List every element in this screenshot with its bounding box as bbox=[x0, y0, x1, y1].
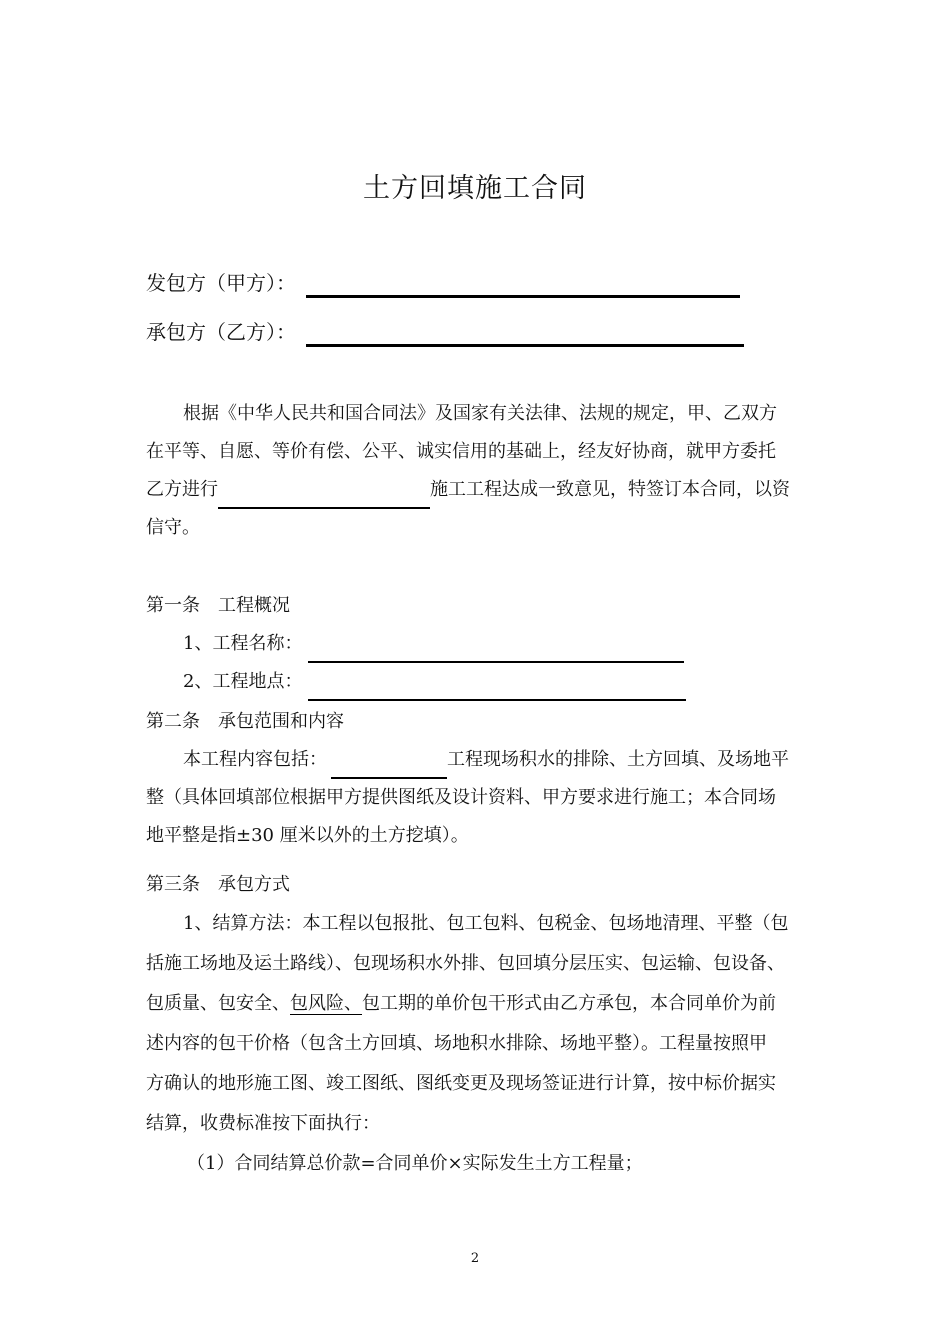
article-1-item-2 bbox=[146, 663, 808, 701]
project-name-blank bbox=[308, 637, 684, 663]
project-name-label: 1、工程名称： bbox=[183, 633, 303, 654]
preamble-paragraph bbox=[146, 395, 808, 547]
article-3-text: 包质量、包安全、 bbox=[146, 993, 290, 1014]
article-3-line: 括施工场地及运土路线）、包现场积水外排、包回填分层压实、包运输、包设备、 bbox=[146, 953, 785, 974]
party-b-line bbox=[146, 317, 744, 347]
preamble-text: 乙方进行 bbox=[146, 479, 218, 500]
party-b-blank bbox=[306, 322, 744, 347]
article-3-heading: 第三条 承包方式 bbox=[146, 874, 290, 895]
article-3-line: （1）合同结算总价款=合同单价×实际发生土方工程量； bbox=[187, 1153, 643, 1174]
article-1 bbox=[146, 587, 808, 701]
party-a-blank bbox=[306, 273, 740, 298]
article-2-line: 整（具体回填部位根据甲方提供图纸及设计资料、甲方要求进行施工；本合同场 bbox=[146, 787, 776, 808]
article-2-text: 本工程内容包括： bbox=[183, 749, 327, 770]
article-3 bbox=[146, 866, 808, 1184]
article-2-line: 地平整是指±30 厘米以外的土方挖填）。 bbox=[146, 825, 469, 846]
article-2 bbox=[146, 703, 808, 855]
project-location-label: 2、工程地点： bbox=[183, 671, 303, 692]
page-number: 2 bbox=[470, 1251, 480, 1266]
document-title: 土方回填施工合同 bbox=[363, 173, 587, 204]
party-a-line bbox=[146, 268, 740, 298]
preamble-line: 信守。 bbox=[146, 517, 200, 538]
article-3-line bbox=[146, 984, 808, 1024]
article-1-heading: 第一条 工程概况 bbox=[146, 595, 290, 616]
project-blank bbox=[218, 483, 430, 509]
preamble-text: 施工工程达成一致意见，特签订本合同，以资 bbox=[430, 479, 790, 500]
article-1-item-1 bbox=[146, 625, 808, 663]
preamble-line: 根据《中华人民共和国合同法》及国家有关法律、法规的规定，甲、乙双方 bbox=[183, 403, 777, 424]
preamble-line bbox=[146, 471, 808, 509]
underlined-text: 包风险、 bbox=[290, 993, 362, 1014]
article-3-line: 方确认的地形施工图、竣工图纸、图纸变更及现场签证进行计算，按中标价据实 bbox=[146, 1073, 776, 1094]
article-3-text: 包工期的单价包干形式由乙方承包，本合同单价为前 bbox=[362, 993, 776, 1014]
preamble-line: 在平等、自愿、等价有偿、公平、诚实信用的基础上，经友好协商，就甲方委托 bbox=[146, 441, 776, 462]
party-b-label: 承包方（乙方）： bbox=[146, 320, 296, 344]
project-location-blank bbox=[308, 675, 686, 701]
party-a-label: 发包方（甲方）： bbox=[146, 271, 296, 295]
article-2-text: 工程现场积水的排除、土方回填、及场地平 bbox=[447, 749, 789, 770]
article-2-heading: 第二条 承包范围和内容 bbox=[146, 711, 344, 732]
article-2-line bbox=[146, 741, 808, 779]
article-3-line: 1、结算方法：本工程以包报批、包工包料、包税金、包场地清理、平整（包 bbox=[183, 913, 789, 934]
article-3-line: 述内容的包干价格（包含土方回填、场地积水排除、场地平整）。工程量按照甲 bbox=[146, 1033, 767, 1054]
scope-blank bbox=[331, 753, 447, 779]
article-3-line: 结算，收费标准按下面执行： bbox=[146, 1113, 380, 1134]
